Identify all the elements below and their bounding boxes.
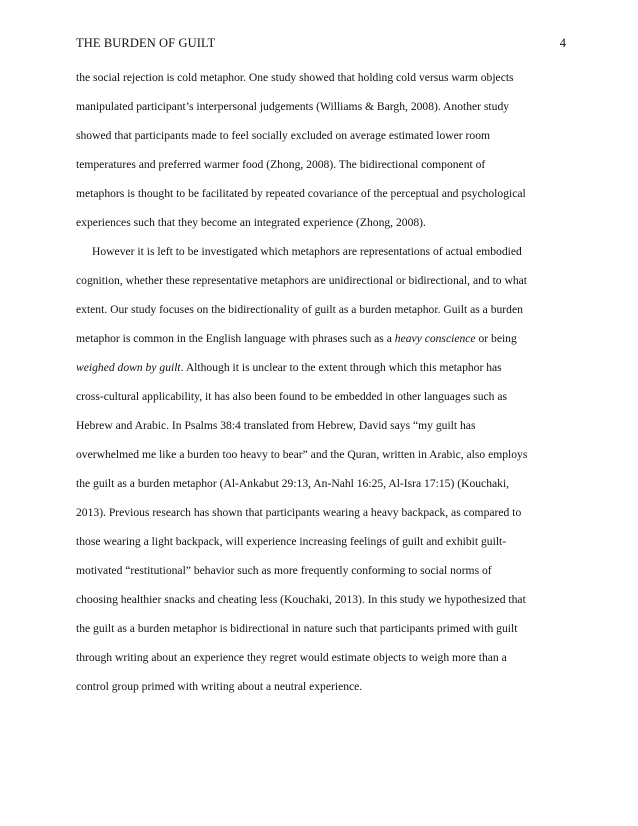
- text-segment: the guilt as a burden metaphor is bidirectional in nature such that participants primed with guilt: [76, 622, 518, 635]
- body-line: [76, 295, 576, 324]
- text-segment: experiences such that they become an integrated experience (Zhong, 2008).: [76, 216, 426, 229]
- body-line: [76, 121, 576, 150]
- text-segment: showed that participants made to feel socially excluded on average estimated lower room: [76, 129, 491, 142]
- body-line: [76, 440, 576, 469]
- text-segment: cross-cultural applicability, it has also been found to be embedded in other languages such as: [76, 390, 507, 403]
- running-head: THE BURDEN OF GUILT: [76, 36, 216, 50]
- italic-phrase: heavy conscience: [394, 332, 476, 345]
- text-segment: the social rejection is cold metaphor. One study showed that holding cold versus warm objects: [76, 71, 514, 84]
- text-segment: metaphors is thought to be facilitated by repeated covariance of the perceptual and psychological: [76, 187, 526, 200]
- body-line: [76, 237, 576, 266]
- text-segment: Hebrew and Arabic. In Psalms 38:4 translated from Hebrew, David says “my guilt has: [76, 419, 476, 432]
- body-line: [76, 63, 576, 92]
- body-line: [76, 266, 576, 295]
- body-line: [76, 92, 576, 121]
- body-line: [76, 556, 576, 585]
- text-segment: those wearing a light backpack, will experience increasing feelings of guilt and exhibit guilt-: [76, 535, 507, 548]
- text-segment: temperatures and preferred warmer food (Zhong, 2008). The bidirectional component of: [76, 158, 486, 171]
- body-line: [76, 411, 576, 440]
- text-segment: or being: [475, 332, 517, 345]
- body-text: [76, 63, 576, 701]
- text-segment: manipulated participant’s interpersonal judgements (Williams & Bargh, 2008). Another study: [76, 100, 510, 113]
- body-line: [76, 498, 576, 527]
- text-segment: control group primed with writing about a neutral experience.: [76, 680, 363, 693]
- body-line: [76, 672, 576, 701]
- text-segment: . Although it is unclear to the extent through which this metaphor has: [180, 361, 502, 374]
- text-segment: through writing about an experience they regret would estimate objects to weigh more than a: [76, 651, 507, 664]
- body-line: [76, 643, 576, 672]
- text-segment: the guilt as a burden metaphor (Al-Ankabut 29:13, An-Nahl 16:25, Al-Isra 17:15) (Kouchaki,: [76, 477, 510, 490]
- body-line: [76, 208, 576, 237]
- body-line: [76, 527, 576, 556]
- body-line: [76, 150, 576, 179]
- body-line: [76, 585, 576, 614]
- text-segment: choosing healthier snacks and cheating less (Kouchaki, 2013). In this study we hypothesized that: [76, 593, 526, 606]
- body-line: [76, 382, 576, 411]
- text-segment: overwhelmed me like a burden too heavy to bear” and the Quran, written in Arabic, also employs: [76, 448, 528, 461]
- italic-phrase: weighed down by guilt: [76, 361, 181, 374]
- page-number: 4: [559, 36, 566, 50]
- text-segment: 2013). Previous research has shown that participants wearing a heavy backpack, as compared to: [76, 506, 522, 519]
- text-segment: motivated “restitutional” behavior such as more frequently conforming to social norms of: [76, 564, 492, 577]
- body-line: [76, 469, 576, 498]
- text-segment: metaphor is common in the English language with phrases such as a: [76, 332, 395, 345]
- text-segment: extent. Our study focuses on the bidirectionality of guilt as a burden metaphor. Guilt as a burden: [76, 303, 523, 316]
- body-line: [76, 179, 576, 208]
- body-line: [76, 614, 576, 643]
- text-segment: cognition, whether these representative metaphors are unidirectional or bidirectional, and to what: [76, 274, 528, 287]
- body-line: [76, 324, 576, 353]
- body-line: [76, 353, 576, 382]
- text-segment: However it is left to be investigated which metaphors are representations of actual embodied: [92, 245, 522, 258]
